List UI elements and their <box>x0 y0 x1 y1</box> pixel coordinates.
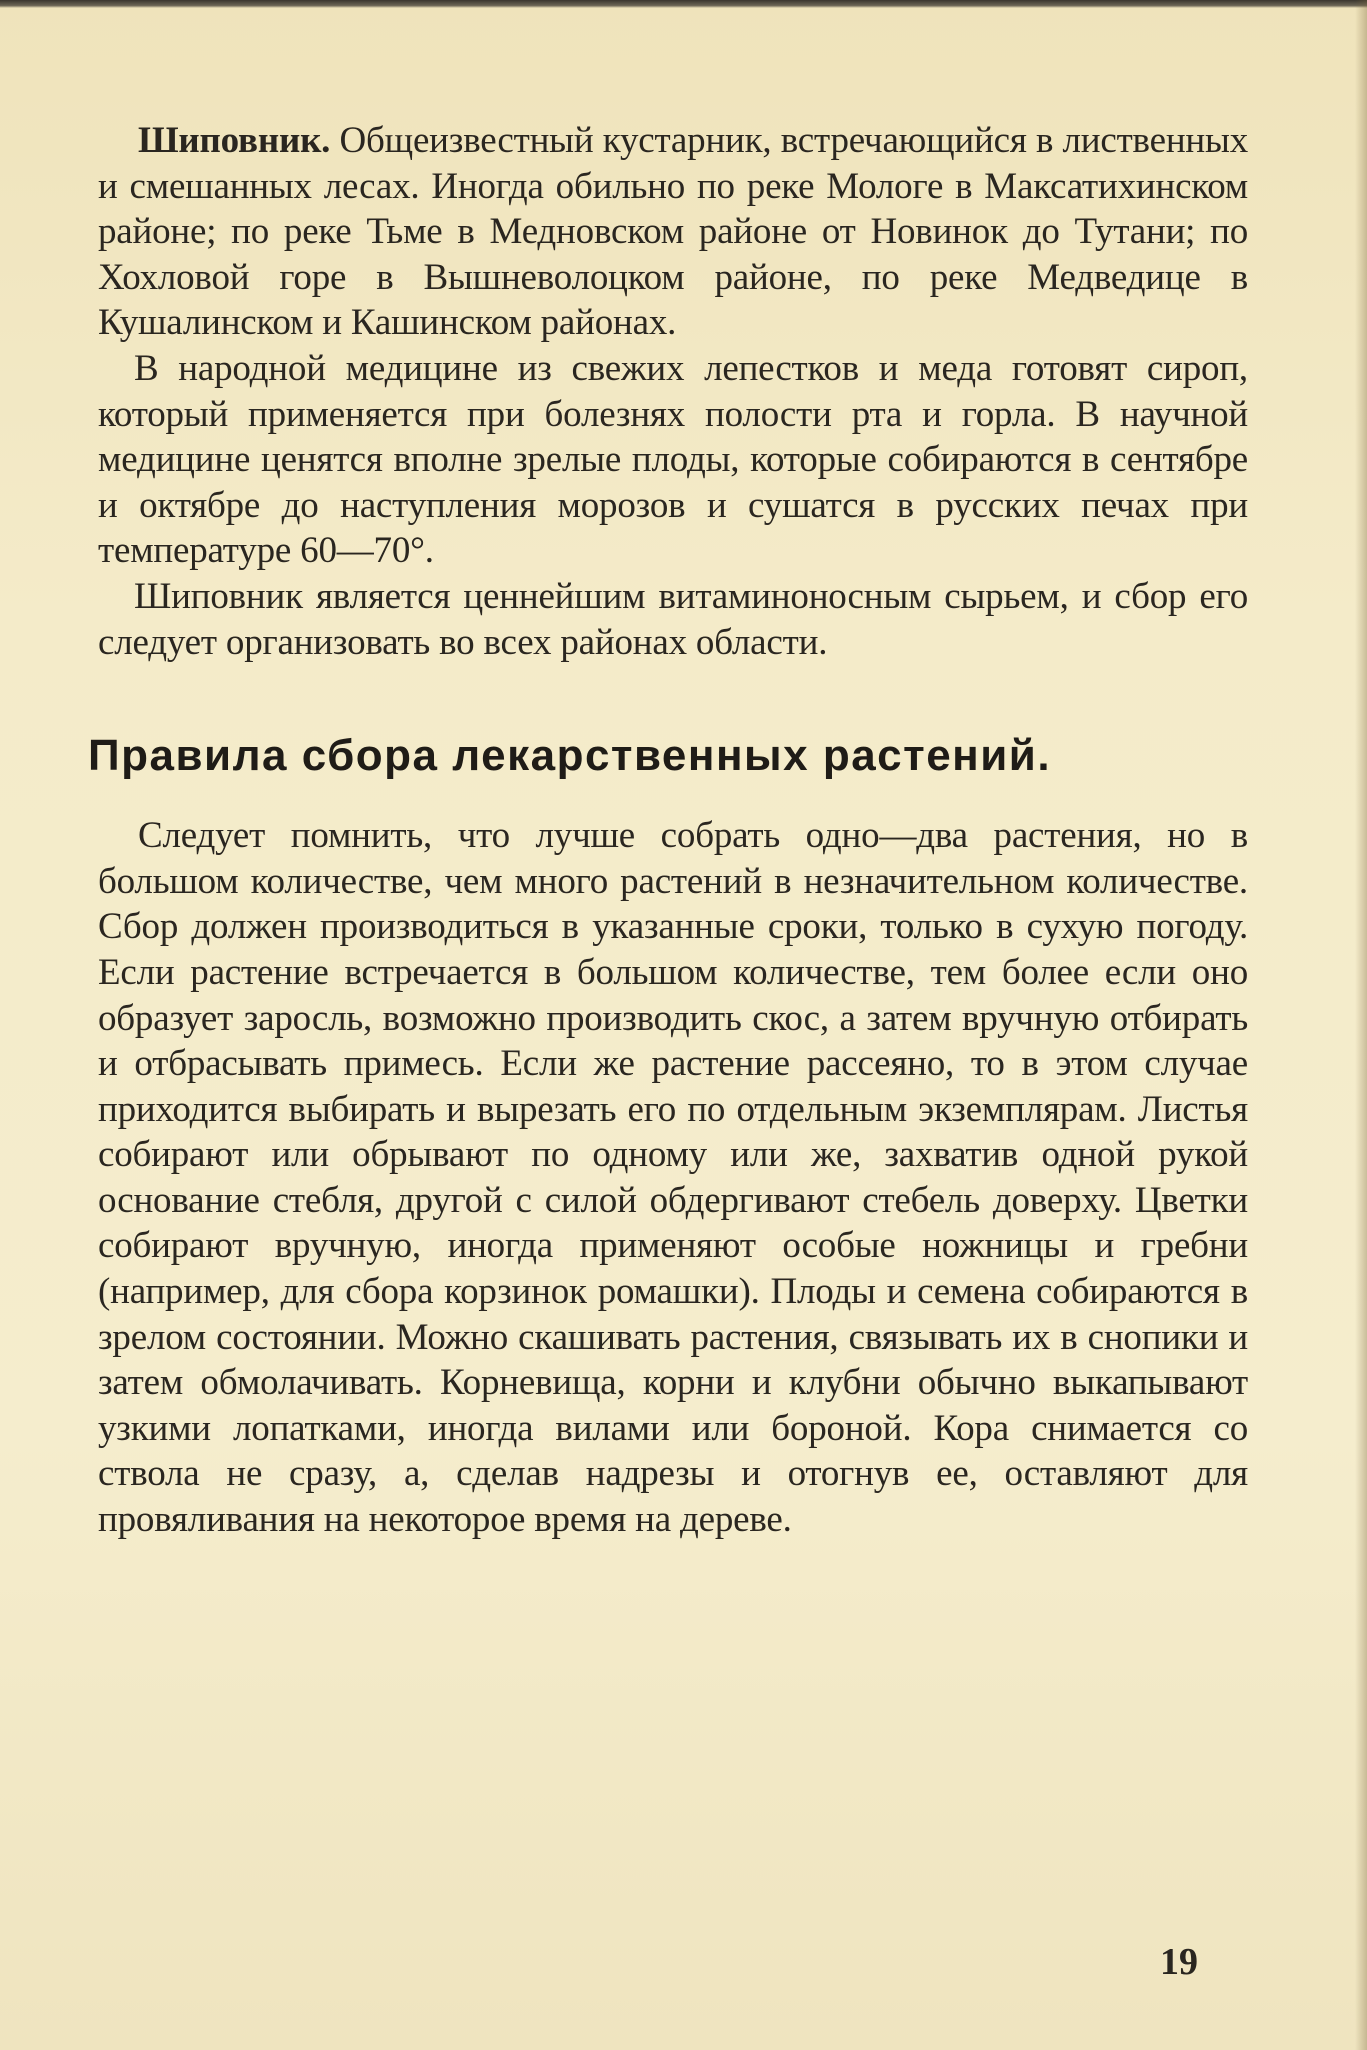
paragraph-rosehip-description <box>98 118 1248 346</box>
page-number: 19 <box>1160 1941 1198 1983</box>
paragraph-text: Следует помнить, что лучше собрать одно—два растения, но в большом количестве, чем много растений в незначительном количестве. Сбор должен производиться в указанные сроки, только в сухую погоду. Если растение встречается в большом количестве, тем более если оно образует заросль, возможно производить скос, а затем вручную отбирать и отбрасывать примесь. Если же растение рассеяно, то в этом случае приходится выбирать и вырезать его по отдельным экземплярам. Листья собирают или обрывают по одному или же, захватив одной рукой основание стебля, другой с силой обдергивают стебель доверху. Цветки собирают вручную, иногда применяют особые ножницы и гребни (например, для сбора корзинок ромашки). Плоды и семена собираются в зрелом состоянии. Можно скашивать растения, связывать их в снопики и затем обмолачивать. Корневища, корни и клубни обычно выкапывают узкими лопатками, иногда вилами или бороной. Кора снимается со ствола не сразу, а, сделав надрезы и отогнув ее, оставляют для провяливания на некоторое время на дереве. <box>98 815 1248 1541</box>
page-top-edge <box>0 0 1367 8</box>
paragraph-rosehip-medicine <box>98 346 1248 574</box>
section-heading: Правила сбора лекарственных растений. <box>88 731 1052 781</box>
paragraph-collection-rules <box>98 813 1248 1543</box>
page-content <box>88 118 1248 1543</box>
page-right-edge <box>1355 0 1367 2050</box>
paragraph-text: Общеизвестный кустарник, встречающийся в лиственных и смешанных лесах. Иногда обильно по реке Мологе в Максатихинском районе; по реке Тьме в Медновском районе от Новинок до Тутани; по Хохловой горе в Вышневолоцком районе, по реке Медведице в Кушалинском и Кашинском районах. <box>98 120 1248 344</box>
paragraph-text: В народной медицине из свежих лепестков и меда готовят сироп, который применяется при болезнях полости рта и горла. В научной медицине ценятся вполне зрелые плоды, которые собираются в сентябре и октябре до наступления морозов и сушатся в русских печах при температуре 60—70°. <box>98 347 1248 572</box>
paragraph-text: Шиповник является ценнейшим витаминоносным сырьем, и сбор его следует организовать во всех районах области. <box>98 575 1248 663</box>
paragraph-lead-term: Шиповник. <box>138 120 331 161</box>
paragraph-rosehip-vitamin <box>98 574 1248 665</box>
